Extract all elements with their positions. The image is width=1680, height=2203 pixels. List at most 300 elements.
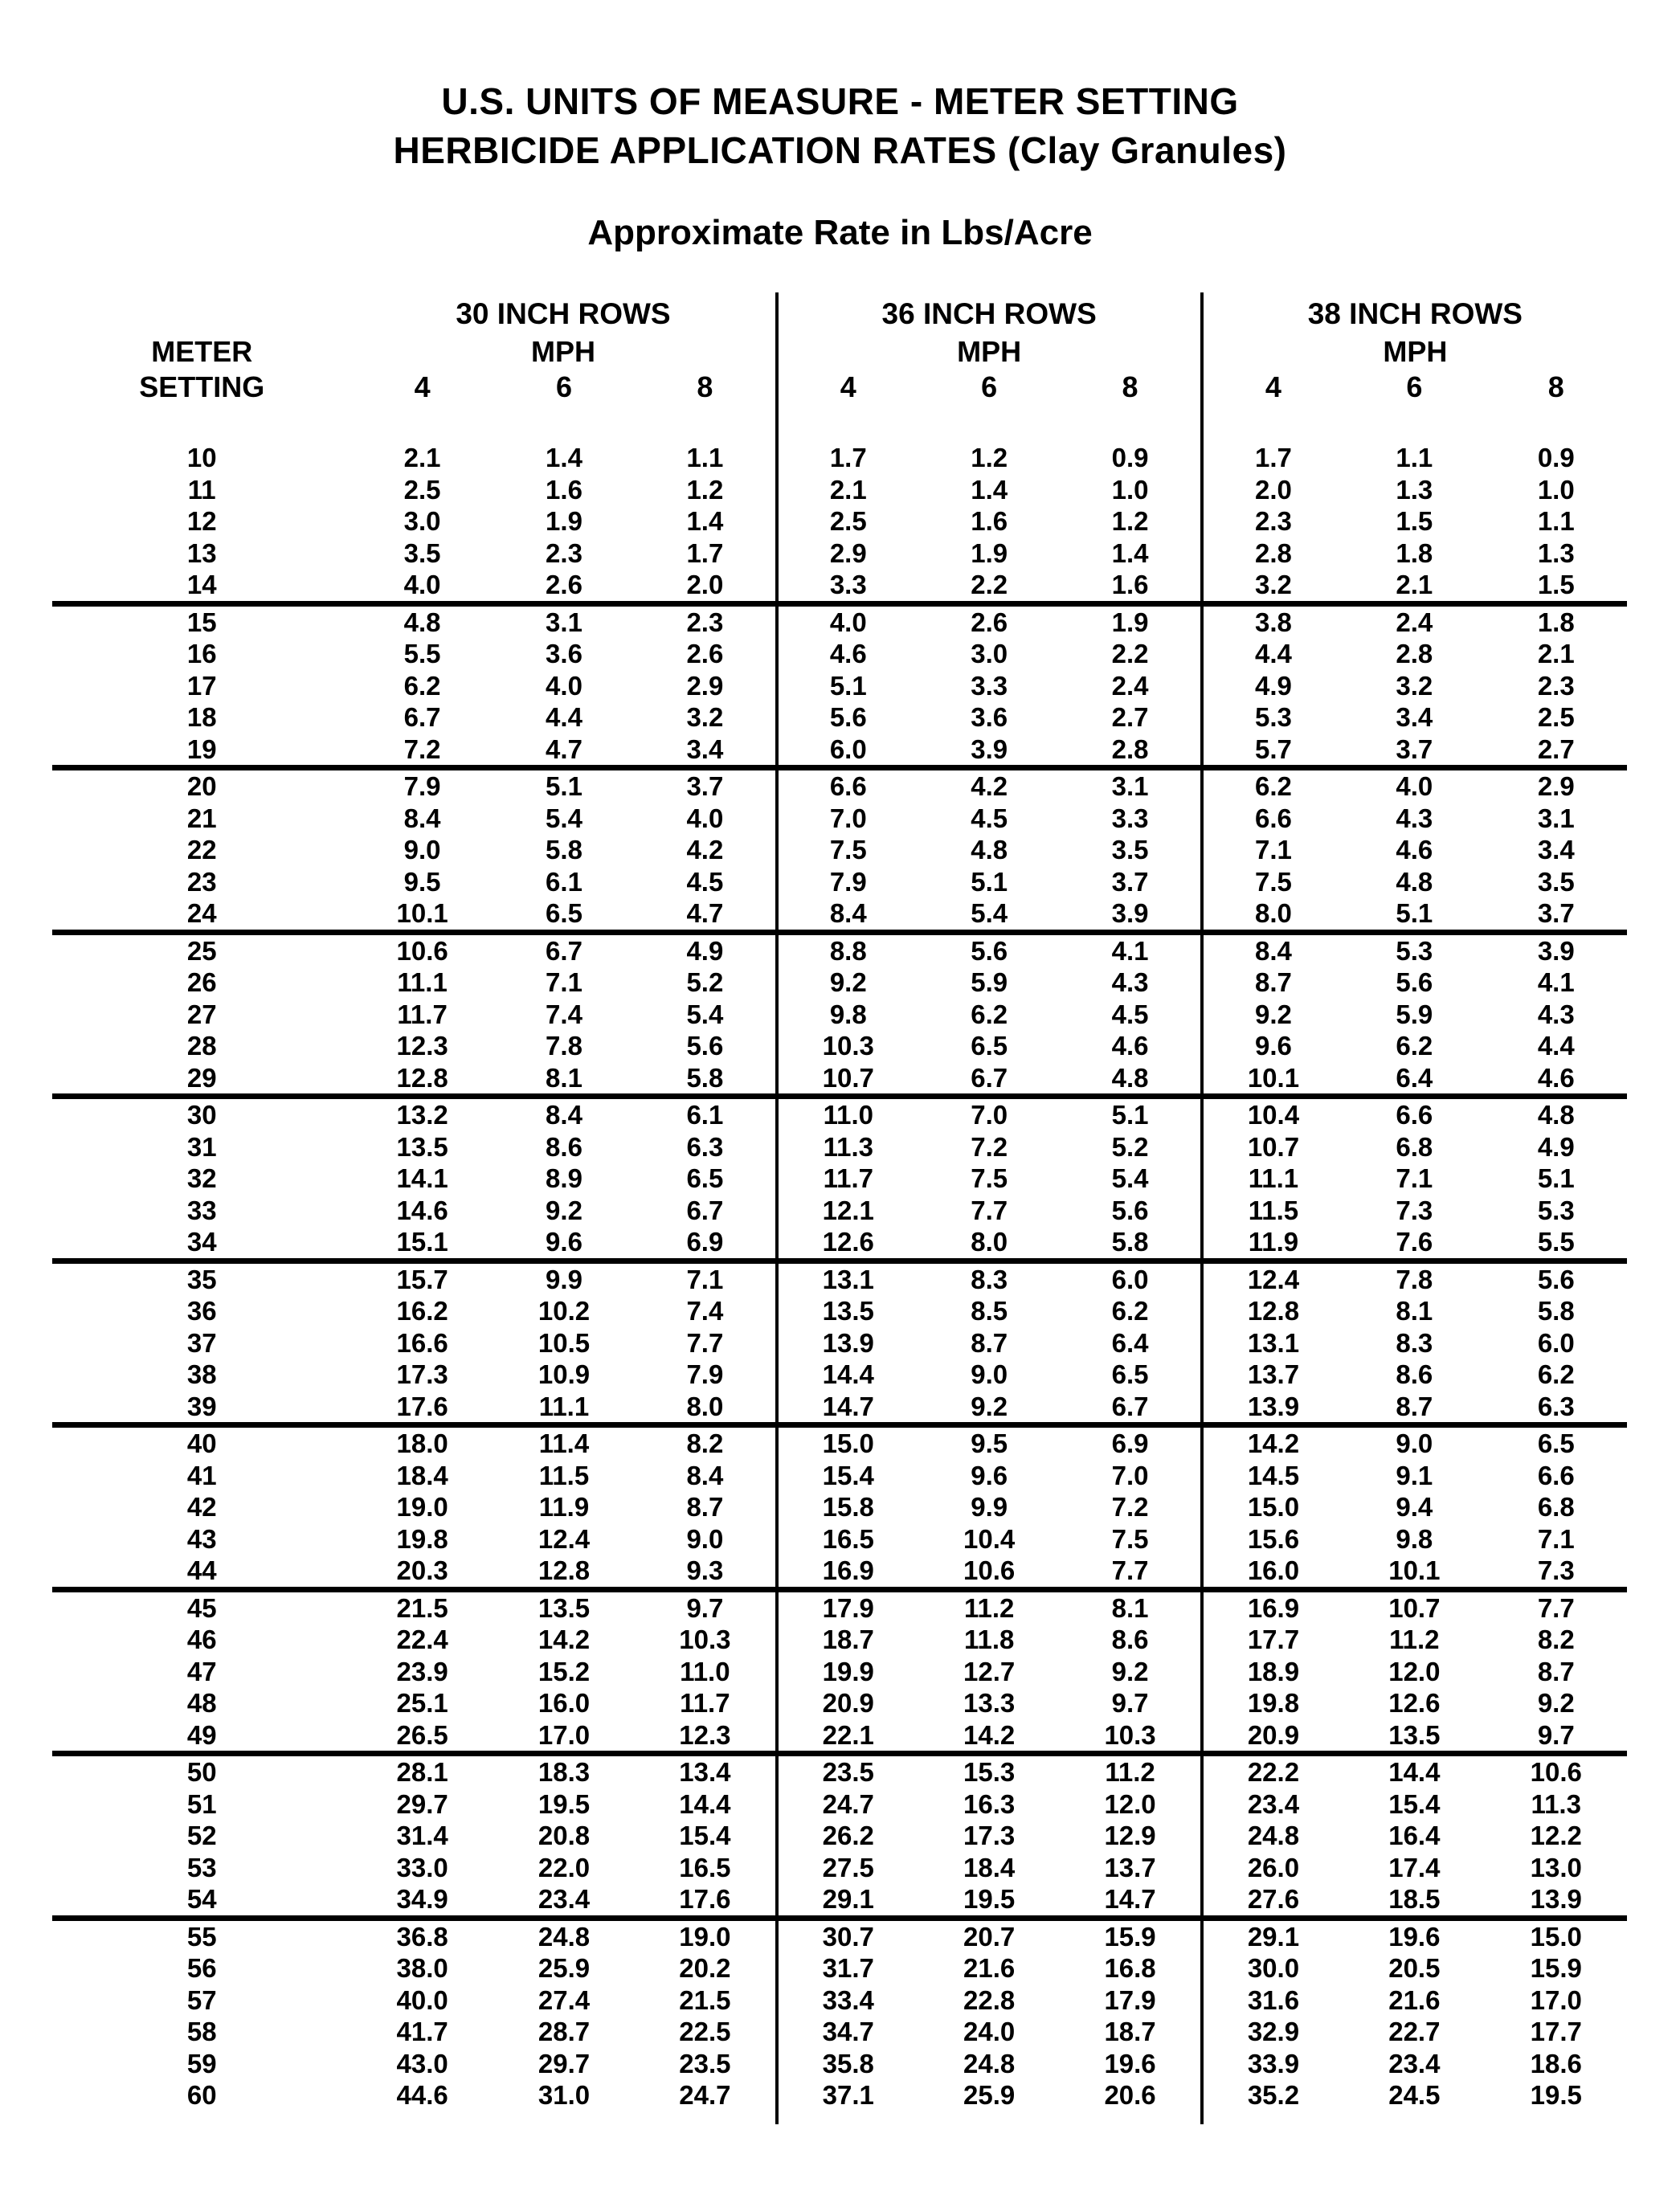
rate-value-cell: 16.3 [963, 1788, 1016, 1819]
rate-value-cell: 38.0 [396, 1953, 448, 1983]
rate-value-cell: 31.4 [396, 1821, 448, 1850]
rate-value-cell: 9.3 [635, 1555, 776, 1589]
rate-value-cell: 5.1 [546, 771, 582, 801]
meter-setting-cell: 47 [186, 1656, 217, 1686]
rate-value-cell: 6.2 [1202, 768, 1343, 803]
mph-label-row [52, 334, 1627, 370]
rate-value-cell: 17.7 [1530, 2017, 1582, 2046]
rate-value-cell: 29.1 [777, 1883, 918, 1918]
rate-value-cell: 5.8 [1537, 1296, 1575, 1326]
rate-value-cell: 4.9 [686, 935, 724, 966]
rate-value-cell: 7.5 [777, 834, 918, 866]
footer-spacer-row [52, 2111, 1627, 2124]
table-row [52, 1460, 1627, 1492]
table-row [52, 1719, 1627, 1754]
rate-value-cell: 1.4 [686, 506, 724, 536]
rate-value-cell: 8.1 [493, 1062, 635, 1097]
rate-value-cell: 41.7 [396, 2017, 448, 2046]
rate-value-cell: 7.4 [686, 1296, 724, 1326]
rate-value-cell: 9.6 [1202, 1030, 1343, 1062]
rate-value-cell: 2.4 [1396, 607, 1433, 637]
rate-value-cell: 23.4 [1388, 2048, 1441, 2078]
page-title-line2: HERBICIDE APPLICATION RATES (Clay Granules) [393, 129, 1287, 171]
rate-value-cell: 7.2 [351, 734, 493, 768]
rate-value-cell: 9.7 [686, 1592, 724, 1623]
rate-value-cell: 2.7 [1486, 734, 1627, 768]
rate-value-cell: 11.9 [1202, 1226, 1343, 1261]
rate-value-cell: 11.2 [1105, 1757, 1155, 1787]
meter-setting-cell: 10 [186, 443, 217, 472]
rate-value-cell: 2.8 [1396, 639, 1433, 668]
rate-value-cell: 6.0 [777, 734, 918, 768]
rate-value-cell: 3.7 [1111, 866, 1149, 897]
rate-value-cell: 14.4 [1388, 1757, 1441, 1787]
meter-setting-cell: 48 [186, 1688, 217, 1718]
rate-value-cell: 13.9 [777, 1327, 918, 1359]
rate-value-cell: 14.2 [918, 1719, 1060, 1754]
rate-value-cell: 11.1 [1202, 1163, 1343, 1195]
table-row [52, 1295, 1627, 1327]
rate-value-cell: 4.6 [1111, 1031, 1149, 1061]
rate-value-cell: 8.7 [686, 1492, 724, 1522]
mph-label-36-inch: MPH [777, 334, 1202, 370]
rate-value-cell: 4.1 [1111, 935, 1149, 966]
rate-value-cell: 16.9 [777, 1555, 918, 1589]
rate-value-cell: 7.4 [546, 999, 582, 1029]
rate-value-cell: 9.8 [777, 999, 918, 1031]
rate-value-cell: 11.7 [397, 999, 448, 1029]
rate-value-cell: 1.4 [1111, 537, 1149, 568]
rate-value-cell: 15.2 [538, 1656, 591, 1686]
rate-value-cell: 20.9 [777, 1687, 918, 1719]
meter-setting-cell: 57 [186, 1984, 217, 2015]
table-row [52, 866, 1627, 898]
rate-value-cell: 21.6 [963, 1953, 1016, 1983]
rate-value-cell: 9.2 [1111, 1656, 1149, 1686]
rate-value-cell: 14.2 [1202, 1425, 1343, 1460]
rate-value-cell: 5.6 [777, 701, 918, 734]
rate-value-cell: 12.0 [1388, 1656, 1441, 1686]
rate-value-cell: 6.2 [971, 999, 1008, 1029]
table-row [52, 803, 1627, 835]
table-row [52, 2048, 1627, 2080]
rate-value-cell: 4.6 [1486, 1062, 1627, 1097]
table-row [52, 505, 1627, 537]
rate-value-cell: 9.5 [971, 1428, 1008, 1458]
meter-setting-cell: 18 [186, 702, 217, 732]
rate-value-cell: 23.5 [679, 2048, 731, 2078]
rate-value-cell: 20.2 [679, 1953, 731, 1983]
rate-value-cell: 35.8 [777, 2048, 918, 2080]
rate-value-cell: 7.1 [1202, 834, 1343, 866]
rate-value-cell: 13.5 [777, 1295, 918, 1327]
rate-value-cell: 2.3 [546, 537, 582, 568]
meter-setting-cell: 28 [186, 1031, 217, 1061]
rate-value-cell: 18.7 [777, 1624, 918, 1656]
rate-value-cell: 3.1 [1537, 803, 1575, 833]
rate-value-cell: 6.7 [918, 1062, 1060, 1097]
rate-value-cell: 2.6 [971, 607, 1008, 637]
rate-value-cell: 2.2 [1111, 639, 1149, 668]
meter-setting-cell: 11 [187, 474, 216, 505]
rate-value-cell: 13.9 [1202, 1391, 1343, 1425]
meter-setting-cell: 54 [52, 1883, 351, 1918]
rate-value-cell: 1.9 [546, 506, 582, 536]
rate-value-cell: 9.8 [1396, 1523, 1433, 1554]
rate-value-cell: 5.4 [918, 897, 1060, 932]
meter-setting-cell: 26 [186, 967, 217, 997]
rate-value-cell: 8.2 [686, 1428, 724, 1458]
rate-value-cell: 15.4 [777, 1460, 918, 1492]
rate-value-cell: 8.6 [546, 1131, 582, 1162]
table-row [52, 834, 1627, 866]
rate-value-cell: 5.8 [546, 835, 582, 864]
table-row [52, 967, 1627, 999]
rate-value-cell: 8.0 [918, 1226, 1060, 1261]
rate-value-cell: 16.0 [538, 1688, 591, 1718]
rate-value-cell: 9.0 [971, 1359, 1008, 1389]
speed-header: 4 [414, 370, 431, 403]
rate-value-cell: 1.1 [1537, 506, 1575, 536]
rate-value-cell: 6.6 [1396, 1100, 1433, 1130]
rate-value-cell: 5.4 [686, 999, 724, 1029]
rate-value-cell: 22.1 [777, 1719, 918, 1754]
rate-value-cell: 4.4 [1202, 638, 1343, 670]
rate-value-cell: 5.9 [1396, 999, 1433, 1029]
rate-value-cell: 8.2 [1537, 1625, 1575, 1654]
rate-value-cell: 37.1 [777, 2079, 918, 2111]
rate-value-cell: 31.0 [538, 2080, 591, 2110]
meter-setting-cell: 24 [52, 897, 351, 932]
meter-setting-cell: 35 [186, 1264, 217, 1294]
table-footer [52, 2111, 1627, 2124]
rate-value-cell: 6.8 [1537, 1492, 1575, 1522]
group-label-30-inch: 30 INCH ROWS [456, 297, 671, 330]
rate-value-cell: 35.2 [1202, 2079, 1343, 2111]
rate-value-cell: 15.8 [777, 1491, 918, 1523]
rate-value-cell: 17.0 [1530, 1984, 1582, 2015]
rate-value-cell: 7.5 [1111, 1523, 1149, 1554]
rate-value-cell: 5.7 [1202, 734, 1343, 768]
rate-value-cell: 7.0 [1111, 1460, 1149, 1490]
rate-value-cell: 20.8 [538, 1821, 591, 1850]
rate-value-cell: 24.7 [777, 1788, 918, 1821]
rate-value-cell: 19.0 [396, 1492, 448, 1522]
rate-value-cell: 10.7 [777, 1062, 918, 1097]
speed-header: 4 [777, 370, 918, 405]
rate-value-cell: 28.1 [396, 1757, 448, 1787]
rate-value-cell: 22.0 [538, 1852, 591, 1882]
rate-value-cell: 6.6 [1537, 1460, 1575, 1490]
rate-value-cell: 9.2 [777, 967, 918, 999]
rate-value-cell: 13.1 [1202, 1327, 1343, 1359]
rate-value-cell: 3.5 [403, 537, 441, 568]
rate-value-cell: 6.5 [686, 1163, 724, 1193]
rate-value-cell: 9.9 [546, 1264, 582, 1294]
rate-value-cell: 18.4 [963, 1852, 1016, 1882]
rate-value-cell: 11.0 [777, 1097, 918, 1131]
rate-value-cell: 5.9 [971, 967, 1008, 997]
meter-setting-cell: 36 [186, 1296, 217, 1326]
rate-value-cell: 9.6 [493, 1226, 635, 1261]
rate-value-cell: 26.0 [1202, 1852, 1343, 1884]
rate-value-cell: 2.3 [686, 607, 724, 637]
rate-value-cell: 10.6 [396, 935, 448, 966]
meter-setting-cell: 22 [186, 835, 217, 864]
rate-value-cell: 4.8 [1537, 1100, 1575, 1130]
rate-value-cell: 2.0 [1202, 474, 1343, 506]
table-row [52, 1491, 1627, 1523]
rate-value-cell: 12.0 [1104, 1788, 1156, 1819]
rate-value-cell: 14.5 [1202, 1460, 1343, 1492]
rate-value-cell: 16.8 [1104, 1953, 1156, 1983]
rate-value-cell: 11.7 [777, 1163, 918, 1195]
rate-value-cell: 33.9 [1202, 2048, 1343, 2080]
rate-value-cell: 2.6 [686, 639, 724, 668]
rate-value-cell: 7.1 [546, 967, 582, 997]
rate-value-cell: 11.0 [680, 1656, 730, 1686]
rate-value-cell: 2.8 [1060, 734, 1201, 768]
rate-value-cell: 3.9 [918, 734, 1060, 768]
rate-value-cell: 17.0 [493, 1719, 635, 1754]
rate-value-cell: 11.8 [963, 1625, 1015, 1654]
table-row [52, 1359, 1627, 1391]
rate-value-cell: 1.2 [686, 474, 724, 505]
document-header [0, 0, 1680, 175]
rate-value-cell: 8.7 [1202, 967, 1343, 999]
rate-value-cell: 9.5 [403, 866, 441, 897]
rate-value-cell: 25.9 [963, 2080, 1016, 2110]
rate-value-cell: 5.8 [635, 1062, 776, 1097]
rate-value-cell: 11.9 [538, 1492, 590, 1522]
rate-value-cell: 44.6 [396, 2080, 448, 2110]
rate-value-cell: 27.6 [1202, 1883, 1343, 1918]
rate-value-cell: 6.3 [686, 1131, 724, 1162]
rate-value-cell: 5.8 [1060, 1226, 1201, 1261]
rate-value-cell: 3.0 [971, 639, 1008, 668]
rate-value-cell: 12.7 [963, 1656, 1016, 1686]
rate-value-cell: 15.0 [1202, 1491, 1343, 1523]
rate-value-cell: 9.2 [1202, 999, 1343, 1031]
rate-value-cell: 9.7 [1111, 1688, 1149, 1718]
rate-value-cell: 27.5 [777, 1852, 918, 1884]
rate-value-cell: 8.4 [403, 803, 441, 833]
rate-value-cell: 22.2 [1202, 1754, 1343, 1788]
meter-setting-cell: 52 [186, 1821, 217, 1850]
table-row [52, 1918, 1627, 1952]
rate-value-cell: 2.1 [777, 474, 918, 506]
rate-value-cell: 7.1 [1537, 1523, 1575, 1554]
rate-value-cell: 5.3 [1537, 1195, 1575, 1225]
rate-value-cell: 1.1 [1396, 443, 1433, 472]
rate-value-cell: 7.1 [1396, 1163, 1433, 1193]
table-row [52, 1097, 1627, 1131]
rate-value-cell: 3.4 [635, 734, 776, 768]
rate-value-cell: 4.7 [493, 734, 635, 768]
table-row [52, 897, 1627, 932]
rate-value-cell: 7.3 [1486, 1555, 1627, 1589]
rate-value-cell: 3.6 [971, 702, 1008, 732]
rate-value-cell: 6.0 [1537, 1327, 1575, 1358]
meter-setting-cell: 12 [186, 506, 217, 536]
rate-value-cell: 8.3 [971, 1264, 1008, 1294]
rate-value-cell: 7.5 [971, 1163, 1008, 1193]
rate-value-cell: 9.0 [403, 835, 441, 864]
rate-value-cell: 4.7 [635, 897, 776, 932]
table-row [52, 670, 1627, 702]
rate-value-cell: 24.5 [1388, 2080, 1441, 2110]
rate-value-cell: 4.2 [971, 771, 1008, 801]
rate-value-cell: 1.8 [1537, 607, 1575, 637]
rate-value-cell: 3.3 [777, 569, 918, 603]
rate-value-cell: 4.8 [403, 607, 441, 637]
rate-value-cell: 29.7 [538, 2048, 591, 2078]
rate-value-cell: 13.5 [538, 1592, 591, 1623]
table-row [52, 734, 1627, 768]
rate-value-cell: 2.4 [1111, 670, 1149, 701]
rate-value-cell: 8.4 [1202, 932, 1343, 967]
meter-setting-cell: 20 [186, 771, 217, 801]
rate-value-cell: 6.7 [1060, 1391, 1201, 1425]
rate-value-cell: 15.0 [1530, 1921, 1582, 1952]
rate-value-cell: 14.1 [396, 1163, 448, 1193]
rate-value-cell: 7.2 [971, 1131, 1008, 1162]
rate-value-cell: 4.4 [546, 702, 582, 732]
rate-value-cell: 19.9 [777, 1656, 918, 1688]
rate-value-cell: 7.9 [686, 1359, 724, 1389]
rate-value-cell: 10.7 [1388, 1592, 1441, 1623]
rate-value-cell: 6.7 [686, 1195, 724, 1225]
meter-setting-cell: 37 [186, 1327, 217, 1358]
rate-value-cell: 5.5 [1486, 1226, 1627, 1261]
rate-value-cell: 19.8 [396, 1523, 448, 1554]
table-row [52, 1425, 1627, 1460]
rate-value-cell: 6.1 [686, 1100, 724, 1130]
rate-value-cell: 1.3 [1396, 474, 1433, 505]
rate-value-cell: 6.2 [403, 670, 441, 701]
speed-header: 4 [1202, 370, 1343, 405]
meter-setting-cell: 60 [186, 2080, 217, 2110]
rate-value-cell: 2.7 [1111, 702, 1149, 732]
rate-value-cell: 14.7 [1060, 1883, 1201, 1918]
meter-setting-cell: 25 [186, 935, 217, 966]
meter-setting-cell: 32 [186, 1163, 217, 1193]
table-row [52, 1820, 1627, 1852]
rate-value-cell: 32.9 [1202, 2016, 1343, 2048]
rate-value-cell: 10.9 [538, 1359, 591, 1389]
rate-value-cell: 2.3 [1537, 670, 1575, 701]
rate-value-cell: 16.0 [1202, 1555, 1343, 1589]
meter-setting-cell: 29 [52, 1062, 351, 1097]
rate-value-cell: 12.6 [777, 1226, 918, 1261]
rate-value-cell: 1.7 [777, 442, 918, 474]
rate-value-cell: 4.9 [1537, 1131, 1575, 1162]
rate-value-cell: 3.9 [1060, 897, 1201, 932]
table-row [52, 569, 1627, 603]
rate-value-cell: 8.3 [1396, 1327, 1433, 1358]
rate-value-cell: 19.6 [1388, 1921, 1441, 1952]
rate-value-cell: 1.5 [1396, 506, 1433, 536]
rate-value-cell: 2.1 [1343, 569, 1485, 603]
rate-value-cell: 11.2 [963, 1592, 1015, 1623]
rate-value-cell: 4.3 [1396, 803, 1433, 833]
rate-value-cell: 3.3 [1111, 803, 1149, 833]
rate-value-cell: 11.2 [1389, 1625, 1440, 1654]
rate-value-cell: 25.1 [396, 1688, 448, 1718]
rate-value-cell: 31.6 [1202, 1984, 1343, 2017]
meter-setting-cell: 38 [186, 1359, 217, 1389]
rate-value-cell: 28.7 [538, 2017, 591, 2046]
table-row [52, 1062, 1627, 1097]
rate-value-cell: 15.4 [1388, 1788, 1441, 1819]
rate-value-cell: 3.4 [1537, 835, 1575, 864]
speed-header: 6 [1406, 370, 1423, 403]
rate-value-cell: 5.4 [546, 803, 582, 833]
rate-value-cell: 13.0 [1530, 1852, 1582, 1882]
rate-value-cell: 9.0 [1396, 1428, 1433, 1458]
rate-value-cell: 14.7 [777, 1391, 918, 1425]
meter-setting-cell: 56 [186, 1953, 217, 1983]
rate-value-cell: 24.8 [538, 1921, 591, 1952]
meter-header-line2: SETTING [139, 370, 265, 403]
herbicide-rates-table [52, 292, 1627, 2124]
meter-setting-cell: 58 [186, 2017, 217, 2046]
rate-value-cell: 10.3 [679, 1625, 731, 1654]
rate-value-cell: 4.8 [1060, 1062, 1201, 1097]
meter-setting-cell: 51 [186, 1788, 217, 1819]
rate-value-cell: 6.6 [1202, 803, 1343, 835]
rate-value-cell: 4.4 [1537, 1031, 1575, 1061]
table-row [52, 932, 1627, 967]
rate-value-cell: 5.6 [971, 935, 1008, 966]
speed-header: 8 [1122, 370, 1138, 403]
meter-setting-cell: 59 [186, 2048, 217, 2078]
rate-value-cell: 1.1 [686, 443, 724, 472]
table-row [52, 999, 1627, 1031]
rate-value-cell: 1.9 [1111, 607, 1149, 637]
rate-value-cell: 16.5 [679, 1852, 731, 1882]
rate-value-cell: 9.2 [1537, 1688, 1575, 1718]
rate-value-cell: 7.0 [971, 1100, 1008, 1130]
meter-setting-cell: 55 [186, 1921, 217, 1952]
rate-value-cell: 16.6 [396, 1327, 448, 1358]
meter-setting-cell: 31 [186, 1131, 217, 1162]
rate-value-cell: 8.7 [1343, 1391, 1485, 1425]
rate-value-cell: 6.7 [546, 935, 582, 966]
rate-value-cell: 3.9 [1537, 935, 1575, 966]
rate-value-cell: 4.3 [1537, 999, 1575, 1029]
rate-value-cell: 8.6 [1396, 1359, 1433, 1389]
rate-value-cell: 11.7 [680, 1688, 730, 1718]
rate-value-cell: 2.9 [686, 670, 724, 701]
rate-value-cell: 12.2 [1530, 1821, 1582, 1850]
rate-value-cell: 6.4 [1343, 1062, 1485, 1097]
rate-value-cell: 13.4 [679, 1757, 731, 1787]
rate-value-cell: 22.5 [679, 2017, 731, 2046]
rate-value-cell: 1.5 [1486, 569, 1627, 603]
rate-value-cell: 12.3 [635, 1719, 776, 1754]
rate-value-cell: 21.6 [1388, 1984, 1441, 2015]
rate-value-cell: 5.1 [971, 866, 1008, 897]
rate-value-cell: 23.4 [1202, 1788, 1343, 1821]
table-row [52, 1327, 1627, 1359]
rate-value-cell: 4.5 [686, 866, 724, 897]
rate-value-cell: 4.1 [1537, 967, 1575, 997]
group-label-row [52, 292, 1627, 334]
rate-value-cell: 23.9 [396, 1656, 448, 1686]
meter-setting-cell: 15 [186, 607, 217, 637]
rate-value-cell: 1.2 [971, 443, 1008, 472]
